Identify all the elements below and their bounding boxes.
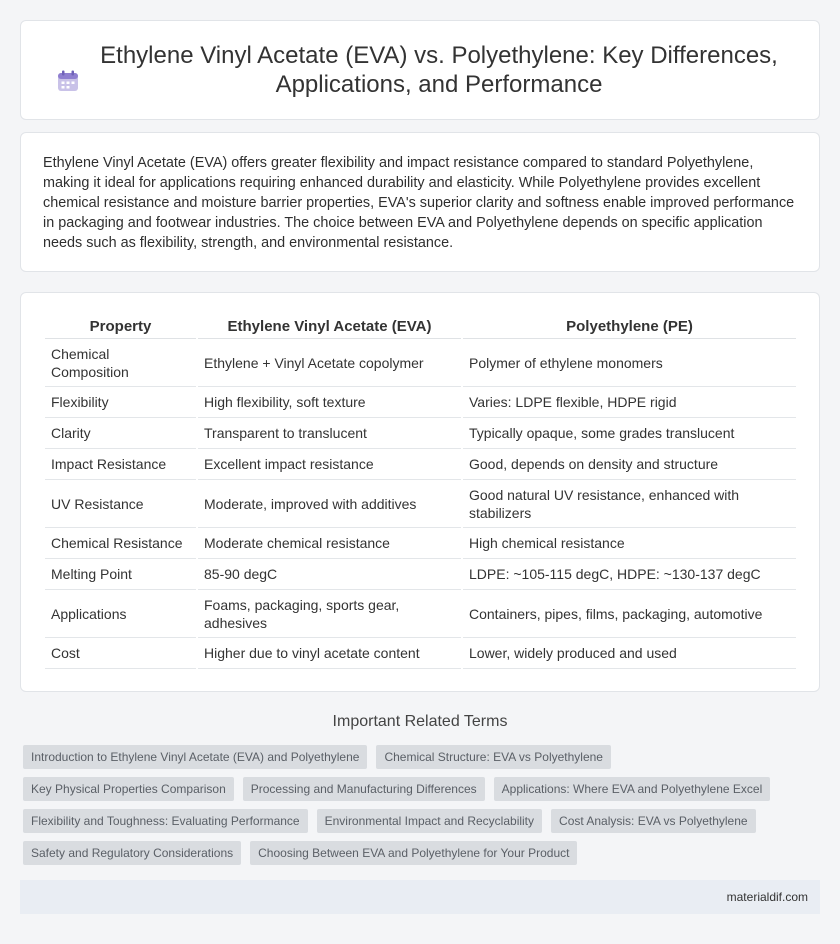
tag-row: [23, 809, 813, 833]
table-row: [45, 480, 796, 528]
table-cell: Cost: [45, 638, 196, 669]
related-term-tag[interactable]: Choosing Between EVA and Polyethylene for Your Product: [250, 841, 577, 865]
related-term-tag[interactable]: Processing and Manufacturing Differences: [243, 777, 485, 801]
table-cell: Varies: LDPE flexible, HDPE rigid: [463, 387, 796, 418]
table-cell: Containers, pipes, films, packaging, automotive: [463, 590, 796, 638]
table-row: [45, 449, 796, 480]
comparison-card: [20, 292, 820, 692]
related-term-tag[interactable]: Introduction to Ethylene Vinyl Acetate (EVA) and Polyethylene: [23, 745, 367, 769]
tag-row: [23, 745, 813, 769]
table-cell: Moderate chemical resistance: [198, 528, 461, 559]
table-cell: Chemical Composition: [45, 339, 196, 387]
table-cell: Typically opaque, some grades translucent: [463, 418, 796, 449]
related-term-tag[interactable]: Cost Analysis: EVA vs Polyethylene: [551, 809, 756, 833]
related-term-tag[interactable]: Environmental Impact and Recyclability: [317, 809, 542, 833]
table-row: [45, 387, 796, 418]
table-cell: Excellent impact resistance: [198, 449, 461, 480]
table-cell: Foams, packaging, sports gear, adhesives: [198, 590, 461, 638]
table-cell: LDPE: ~105-115 degC, HDPE: ~130-137 degC: [463, 559, 796, 590]
table-cell: Transparent to translucent: [198, 418, 461, 449]
footer: [20, 880, 820, 914]
tag-row: [23, 841, 813, 865]
table-cell: Flexibility: [45, 387, 196, 418]
table-cell: High flexibility, soft texture: [198, 387, 461, 418]
related-term-tag[interactable]: Applications: Where EVA and Polyethylene Excel: [494, 777, 771, 801]
related-term-tag[interactable]: Flexibility and Toughness: Evaluating Performance: [23, 809, 308, 833]
table-cell: Good natural UV resistance, enhanced with stabilizers: [463, 480, 796, 528]
column-header-property: Property: [45, 313, 196, 339]
table-cell: High chemical resistance: [463, 528, 796, 559]
tag-row: [23, 777, 813, 801]
table-cell: Moderate, improved with additives: [198, 480, 461, 528]
related-term-tag[interactable]: Chemical Structure: EVA vs Polyethylene: [376, 745, 611, 769]
column-header-pe: Polyethylene (PE): [463, 313, 796, 339]
related-terms-list: [23, 745, 813, 873]
table-cell: Lower, widely produced and used: [463, 638, 796, 669]
table-cell: Chemical Resistance: [45, 528, 196, 559]
table-row: [45, 590, 796, 638]
table-cell: UV Resistance: [45, 480, 196, 528]
footer-site-name: materialdif.com: [726, 890, 808, 904]
table-header-row: [45, 313, 796, 339]
intro-paragraph: Ethylene Vinyl Acetate (EVA) offers greater flexibility and impact resistance compared to standard Polyethylene, making it ideal for applications requiring enhanced durability and elasticity. While Polyethylene provides excellent chemical resistance and moisture barrier properties, EVA's superior clarity and softness enable improved performance in packaging and footwear industries. The choice between EVA and Polyethylene depends on specific application needs such as flexibility, strength, and environmental resistance.: [43, 155, 795, 251]
related-term-tag[interactable]: Key Physical Properties Comparison: [23, 777, 234, 801]
table-cell: Ethylene + Vinyl Acetate copolymer: [198, 339, 461, 387]
table-cell: Clarity: [45, 418, 196, 449]
table-cell: Higher due to vinyl acetate content: [198, 638, 461, 669]
table-row: [45, 559, 796, 590]
table-row: [45, 339, 796, 387]
table-cell: Polymer of ethylene monomers: [463, 339, 796, 387]
table-cell: Impact Resistance: [45, 449, 196, 480]
calendar-icon: [56, 69, 80, 93]
table-row: [45, 418, 796, 449]
table-cell: Melting Point: [45, 559, 196, 590]
table-cell: 85-90 degC: [198, 559, 461, 590]
page-title: Ethylene Vinyl Acetate (EVA) vs. Polyethylene: Key Differences, Applications, and Performance: [100, 42, 778, 98]
table-cell: Good, depends on density and structure: [463, 449, 796, 480]
table-row: [45, 638, 796, 669]
comparison-table: [43, 313, 798, 669]
column-header-eva: Ethylene Vinyl Acetate (EVA): [198, 313, 461, 339]
related-term-tag[interactable]: Safety and Regulatory Considerations: [23, 841, 241, 865]
table-cell: Applications: [45, 590, 196, 638]
header-card: [20, 20, 820, 120]
related-terms-heading: Important Related Terms: [332, 713, 508, 730]
intro-card: [20, 132, 820, 272]
table-row: [45, 528, 796, 559]
